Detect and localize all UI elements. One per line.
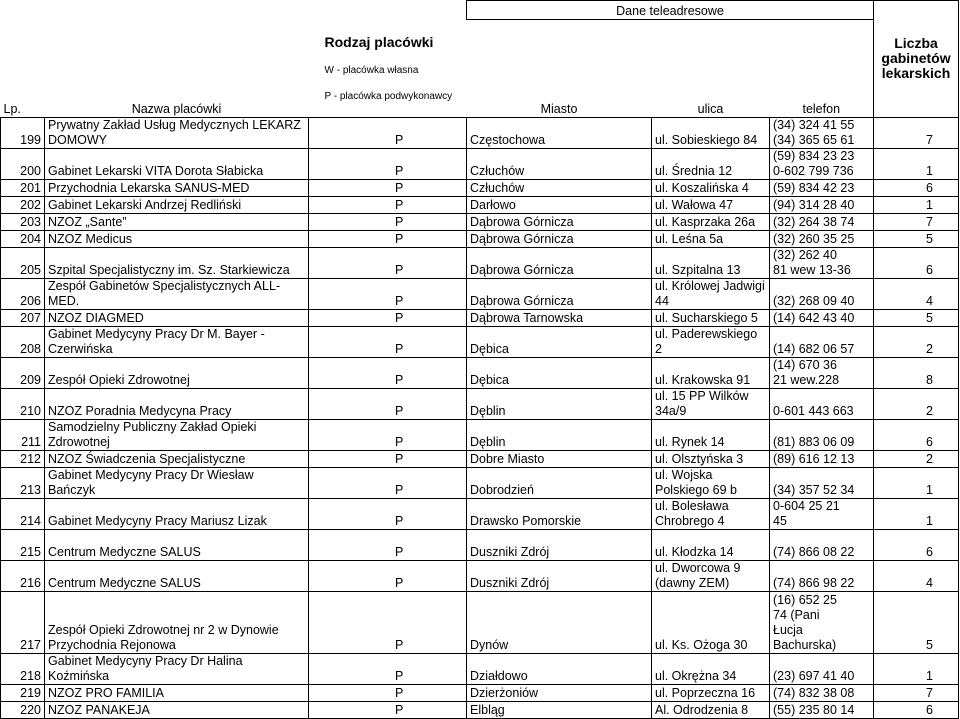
phone-cell: (74) 866 08 22 bbox=[770, 529, 874, 560]
name-cell: Zespół Opieki Zdrowotnej bbox=[45, 357, 309, 388]
count-cell: 4 bbox=[874, 278, 959, 309]
street-cell: ul. Koszalińska 4 bbox=[652, 179, 770, 196]
table-row bbox=[1, 179, 959, 196]
table-row bbox=[1, 529, 959, 560]
header-row-top bbox=[1, 1, 959, 20]
lp-cell: 199 bbox=[1, 117, 45, 148]
phone-cell: (94) 314 28 40 bbox=[770, 196, 874, 213]
city-cell: Człuchów bbox=[467, 148, 652, 179]
name-cell: Zespół Opieki Zdrowotnej nr 2 w Dynowie Przychodnia Rejonowa bbox=[45, 591, 309, 653]
city-cell: Częstochowa bbox=[467, 117, 652, 148]
count-cell: 1 bbox=[874, 498, 959, 529]
type-cell: P bbox=[309, 148, 467, 179]
name-cell: Centrum Medyczne SALUS bbox=[45, 529, 309, 560]
name-cell: NZOZ DIAGMED bbox=[45, 309, 309, 326]
lp-cell: 216 bbox=[1, 560, 45, 591]
type-cell: P bbox=[309, 196, 467, 213]
city-cell: Darłowo bbox=[467, 196, 652, 213]
lp-cell: 215 bbox=[1, 529, 45, 560]
city-cell: Dęblin bbox=[467, 419, 652, 450]
count-cell: 8 bbox=[874, 357, 959, 388]
name-cell: Gabinet Medycyny Pracy Dr M. Bayer - Czerwińska bbox=[45, 326, 309, 357]
name-cell: Gabinet Lekarski VITA Dorota Słabicka bbox=[45, 148, 309, 179]
count-cell: 5 bbox=[874, 309, 959, 326]
city-cell: Dąbrowa Górnicza bbox=[467, 230, 652, 247]
count-cell: 7 bbox=[874, 213, 959, 230]
phone-cell: (32) 262 40 81 wew 13-36 bbox=[770, 247, 874, 278]
name-cell: Centrum Medyczne SALUS bbox=[45, 560, 309, 591]
street-cell: ul. Okrężna 34 bbox=[652, 653, 770, 684]
count-cell: 5 bbox=[874, 230, 959, 247]
count-cell: 2 bbox=[874, 326, 959, 357]
name-cell: NZOZ „Sante” bbox=[45, 213, 309, 230]
street-cell: ul. Sobieskiego 84 bbox=[652, 117, 770, 148]
count-column-header: Liczba gabinetów lekarskich bbox=[874, 1, 959, 118]
phone-cell: (14) 642 43 40 bbox=[770, 309, 874, 326]
lp-cell: 201 bbox=[1, 179, 45, 196]
lp-cell: 202 bbox=[1, 196, 45, 213]
name-cell: Prywatny Zakład Usług Medycznych LEKARZ DOMOWY bbox=[45, 117, 309, 148]
city-cell: Duszniki Zdrój bbox=[467, 529, 652, 560]
type-cell: P bbox=[309, 560, 467, 591]
phone-cell: (89) 616 12 13 bbox=[770, 450, 874, 467]
type-cell: P bbox=[309, 498, 467, 529]
count-cell: 6 bbox=[874, 529, 959, 560]
type-legend-p: P - placówka podwykonawcy bbox=[324, 90, 453, 102]
name-cell: Samodzielny Publiczny Zakład Opieki Zdrowotnej bbox=[45, 419, 309, 450]
street-cell: ul. Ks. Ożoga 30 bbox=[652, 591, 770, 653]
phone-cell: (32) 260 35 25 bbox=[770, 230, 874, 247]
lp-cell: 203 bbox=[1, 213, 45, 230]
count-cell: 6 bbox=[874, 701, 959, 718]
count-cell: 1 bbox=[874, 148, 959, 179]
phone-cell: (32) 264 38 74 bbox=[770, 213, 874, 230]
type-cell: P bbox=[309, 467, 467, 498]
contact-data-header: Dane teleadresowe bbox=[467, 1, 874, 20]
table-row bbox=[1, 591, 959, 653]
type-cell: P bbox=[309, 653, 467, 684]
table-row bbox=[1, 278, 959, 309]
lp-cell: 211 bbox=[1, 419, 45, 450]
street-cell: ul. Wojska Polskiego 69 b bbox=[652, 467, 770, 498]
phone-cell: (74) 866 98 22 bbox=[770, 560, 874, 591]
city-cell: Dąbrowa Górnicza bbox=[467, 247, 652, 278]
phone-column-header: telefon bbox=[802, 101, 841, 116]
city-cell: Elbląg bbox=[467, 701, 652, 718]
type-column-header bbox=[309, 20, 467, 118]
count-cell: 1 bbox=[874, 196, 959, 213]
lp-cell: 205 bbox=[1, 247, 45, 278]
table-row bbox=[1, 357, 959, 388]
lp-cell: 220 bbox=[1, 701, 45, 718]
type-column-title: Rodzaj placówki bbox=[324, 33, 434, 50]
type-cell: P bbox=[309, 701, 467, 718]
name-cell: Gabinet Medycyny Pracy Dr Wiesław Bańczyk bbox=[45, 467, 309, 498]
phone-cell: (55) 235 80 14 bbox=[770, 701, 874, 718]
phone-cell: 0-601 443 663 bbox=[770, 388, 874, 419]
name-cell: NZOZ PRO FAMILIA bbox=[45, 684, 309, 701]
table-row bbox=[1, 450, 959, 467]
street-cell: ul. Średnia 12 bbox=[652, 148, 770, 179]
type-cell: P bbox=[309, 117, 467, 148]
city-cell: Dobrodzień bbox=[467, 467, 652, 498]
table-row bbox=[1, 419, 959, 450]
phone-cell: (74) 832 38 08 bbox=[770, 684, 874, 701]
street-cell: ul. Leśna 5a bbox=[652, 230, 770, 247]
lp-cell: 206 bbox=[1, 278, 45, 309]
lp-cell: 214 bbox=[1, 498, 45, 529]
street-cell: Al. Odrodzenia 8 bbox=[652, 701, 770, 718]
table-row bbox=[1, 117, 959, 148]
header-row-main bbox=[1, 20, 959, 118]
type-cell: P bbox=[309, 230, 467, 247]
city-column-header: Miasto bbox=[540, 101, 578, 116]
type-legend-w: W - placówka własna bbox=[324, 64, 419, 76]
street-cell: ul. Paderewskiego 2 bbox=[652, 326, 770, 357]
name-cell: Przychodnia Lekarska SANUS-MED bbox=[45, 179, 309, 196]
table-row bbox=[1, 388, 959, 419]
table-row bbox=[1, 196, 959, 213]
table-row bbox=[1, 326, 959, 357]
type-cell: P bbox=[309, 278, 467, 309]
city-cell: Dynów bbox=[467, 591, 652, 653]
street-cell: ul. Kasprzaka 26a bbox=[652, 213, 770, 230]
city-cell: Duszniki Zdrój bbox=[467, 560, 652, 591]
table-row bbox=[1, 498, 959, 529]
name-cell: NZOZ Świadczenia Specjalistyczne bbox=[45, 450, 309, 467]
count-cell: 1 bbox=[874, 653, 959, 684]
name-cell: NZOZ Medicus bbox=[45, 230, 309, 247]
type-cell: P bbox=[309, 450, 467, 467]
table-row bbox=[1, 148, 959, 179]
table-body bbox=[1, 117, 959, 718]
count-cell: 2 bbox=[874, 450, 959, 467]
count-cell: 6 bbox=[874, 179, 959, 196]
city-cell: Dębica bbox=[467, 326, 652, 357]
city-cell: Człuchów bbox=[467, 179, 652, 196]
phone-cell: (14) 670 36 21 wew.228 bbox=[770, 357, 874, 388]
count-cell: 6 bbox=[874, 247, 959, 278]
name-cell: Gabinet Medycyny Pracy Mariusz Lizak bbox=[45, 498, 309, 529]
phone-cell: (14) 682 06 57 bbox=[770, 326, 874, 357]
table-row bbox=[1, 309, 959, 326]
lp-cell: 212 bbox=[1, 450, 45, 467]
street-cell: ul. Bolesława Chrobrego 4 bbox=[652, 498, 770, 529]
table-row bbox=[1, 230, 959, 247]
city-cell: Drawsko Pomorskie bbox=[467, 498, 652, 529]
phone-cell: (81) 883 06 09 bbox=[770, 419, 874, 450]
type-cell: P bbox=[309, 357, 467, 388]
street-column-header: ulica bbox=[697, 101, 724, 116]
count-cell: 6 bbox=[874, 419, 959, 450]
table-row bbox=[1, 213, 959, 230]
lp-cell: 207 bbox=[1, 309, 45, 326]
type-cell: P bbox=[309, 179, 467, 196]
street-cell: ul. 15 PP Wilków 34a/9 bbox=[652, 388, 770, 419]
street-cell: ul. Sucharskiego 5 bbox=[652, 309, 770, 326]
street-cell: ul. Szpitalna 13 bbox=[652, 247, 770, 278]
count-cell: 1 bbox=[874, 467, 959, 498]
street-cell: ul. Olsztyńska 3 bbox=[652, 450, 770, 467]
street-cell: ul. Królowej Jadwigi 44 bbox=[652, 278, 770, 309]
city-cell: Dąbrowa Górnicza bbox=[467, 213, 652, 230]
lp-cell: 217 bbox=[1, 591, 45, 653]
name-column-header: Nazwa placówki bbox=[131, 101, 222, 116]
table-row bbox=[1, 653, 959, 684]
type-cell: P bbox=[309, 309, 467, 326]
lp-cell: 213 bbox=[1, 467, 45, 498]
city-cell: Dąbrowa Górnicza bbox=[467, 278, 652, 309]
city-cell: Dęblin bbox=[467, 388, 652, 419]
city-cell: Dębica bbox=[467, 357, 652, 388]
table-row bbox=[1, 701, 959, 718]
street-cell: ul. Wałowa 47 bbox=[652, 196, 770, 213]
street-cell: ul. Kłodzka 14 bbox=[652, 529, 770, 560]
type-cell: P bbox=[309, 213, 467, 230]
lp-cell: 208 bbox=[1, 326, 45, 357]
lp-cell: 218 bbox=[1, 653, 45, 684]
count-cell: 7 bbox=[874, 117, 959, 148]
phone-cell: 0-604 25 21 45 bbox=[770, 498, 874, 529]
table-row bbox=[1, 560, 959, 591]
type-cell: P bbox=[309, 326, 467, 357]
street-cell: ul. Rynek 14 bbox=[652, 419, 770, 450]
phone-cell: (59) 834 42 23 bbox=[770, 179, 874, 196]
type-cell: P bbox=[309, 419, 467, 450]
name-cell: Gabinet Medycyny Pracy Dr Halina Koźmińska bbox=[45, 653, 309, 684]
type-cell: P bbox=[309, 591, 467, 653]
name-cell: NZOZ Poradnia Medycyna Pracy bbox=[45, 388, 309, 419]
lp-cell: 219 bbox=[1, 684, 45, 701]
table-row bbox=[1, 467, 959, 498]
lp-cell: 204 bbox=[1, 230, 45, 247]
type-cell: P bbox=[309, 388, 467, 419]
type-cell: P bbox=[309, 684, 467, 701]
lp-column-header: Lp. bbox=[3, 101, 21, 116]
lp-cell: 200 bbox=[1, 148, 45, 179]
count-cell: 5 bbox=[874, 591, 959, 653]
street-cell: ul. Dworcowa 9 (dawny ZEM) bbox=[652, 560, 770, 591]
type-cell: P bbox=[309, 529, 467, 560]
phone-cell: (34) 324 41 55 (34) 365 65 61 bbox=[770, 117, 874, 148]
count-cell: 4 bbox=[874, 560, 959, 591]
count-cell: 2 bbox=[874, 388, 959, 419]
count-cell: 7 bbox=[874, 684, 959, 701]
name-cell: Szpital Specjalistyczny im. Sz. Starkiewicza bbox=[45, 247, 309, 278]
street-cell: ul. Krakowska 91 bbox=[652, 357, 770, 388]
phone-cell: (16) 652 25 74 (Pani Łucja Bachurska) bbox=[770, 591, 874, 653]
phone-cell: (23) 697 41 40 bbox=[770, 653, 874, 684]
lp-cell: 210 bbox=[1, 388, 45, 419]
phone-cell: (32) 268 09 40 bbox=[770, 278, 874, 309]
name-cell: NZOZ PANAKEJA bbox=[45, 701, 309, 718]
city-cell: Dobre Miasto bbox=[467, 450, 652, 467]
phone-cell: (34) 357 52 34 bbox=[770, 467, 874, 498]
city-cell: Działdowo bbox=[467, 653, 652, 684]
table-row bbox=[1, 247, 959, 278]
table-row bbox=[1, 684, 959, 701]
lp-cell: 209 bbox=[1, 357, 45, 388]
city-cell: Dzierżoniów bbox=[467, 684, 652, 701]
phone-cell: (59) 834 23 23 0-602 799 736 bbox=[770, 148, 874, 179]
name-cell: Gabinet Lekarski Andrzej Redliński bbox=[45, 196, 309, 213]
street-cell: ul. Poprzeczna 16 bbox=[652, 684, 770, 701]
name-cell: Zespół Gabinetów Specjalistycznych ALL- MED. bbox=[45, 278, 309, 309]
type-cell: P bbox=[309, 247, 467, 278]
city-cell: Dąbrowa Tarnowska bbox=[467, 309, 652, 326]
